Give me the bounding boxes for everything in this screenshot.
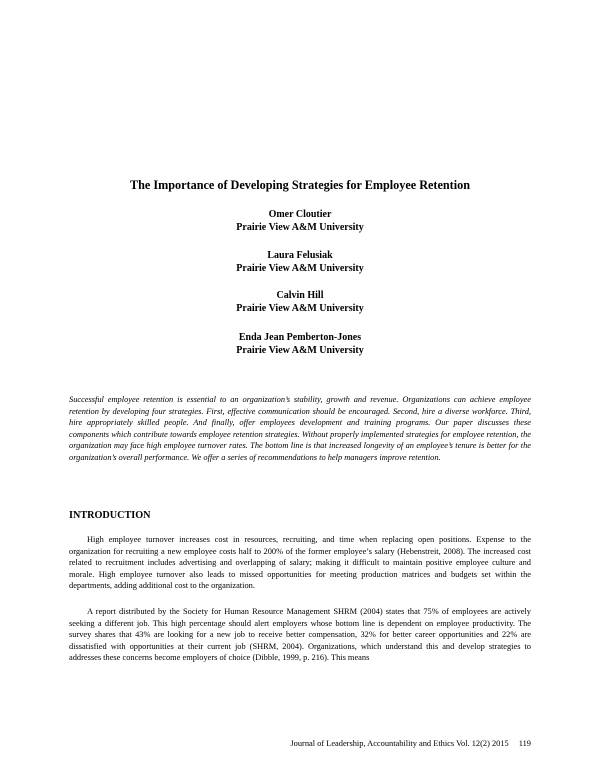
journal-citation: Journal of Leadership, Accountability and Ethics Vol. 12(2) 2015: [290, 739, 509, 748]
body-paragraph: A report distributed by the Society for Human Resource Management SHRM (2004) states that 75% of employees are actively seeking a different job. This high percentage should alert employers whose bottom line is dependent on employee productivity. The survey shares that 43% are looking for a new job to receive better compensation, 32% for better career opportunities and 22% are dissatisfied with opportunities at their current job (SHRM, 2004). Organizations, which understand this and develop strategies to addresses these concerns become employers of choice (Dibble, 1999, p. 216). This means: [69, 607, 531, 663]
author-name: Calvin Hill: [276, 290, 324, 301]
author-affiliation: Prairie View A&M University: [236, 263, 364, 274]
author-block: [120, 331, 480, 357]
author-name: Omer Cloutier: [268, 209, 332, 220]
body-paragraph: High employee turnover increases cost in resources, recruiting, and time when replacing open positions. Expense to the organization for recruiting a new employee costs half to 200% of the former employee’s salary (Hebenstreit, 2008). The increased cost related to recruitment includes advertising and overlapping of salary; making it difficult to maintain positive employee culture and morale. High employee turnover also leads to missed opportunities for meeting production matrices and budgets set within the departments, adding additional cost to the organization.: [69, 535, 531, 591]
page-number: 119: [518, 739, 531, 748]
author-block: [120, 289, 480, 315]
section-heading: INTRODUCTION: [69, 510, 151, 521]
author-affiliation: Prairie View A&M University: [236, 345, 364, 356]
author-name: Laura Felusiak: [267, 250, 333, 261]
author-block: [120, 249, 480, 275]
author-block: [120, 208, 480, 234]
author-affiliation: Prairie View A&M University: [236, 222, 364, 233]
page-footer: [290, 739, 531, 748]
abstract: Successful employee retention is essential to an organization’s stability, growth and revenue. Organizations can achieve employee retention by developing four strategies. First, effective communication should be encouraged. Second, hire a diverse workforce. Third, hire appropriately skilled people. And finally, offer employees development and training programs. Our paper discusses these components which contribute towards employee retention strategies. Without properly implemented strategies for employee retention, the organization may face high employee turnover rates. The bottom line is that increased longevity of an employee’s tenure is better for the organization’s overall performance. We offer a series of recommendations to help managers improve retention.: [69, 395, 531, 462]
author-affiliation: Prairie View A&M University: [236, 303, 364, 314]
author-name: Enda Jean Pemberton-Jones: [238, 332, 362, 343]
paper-title: The Importance of Developing Strategies for Employee Retention: [130, 178, 470, 192]
